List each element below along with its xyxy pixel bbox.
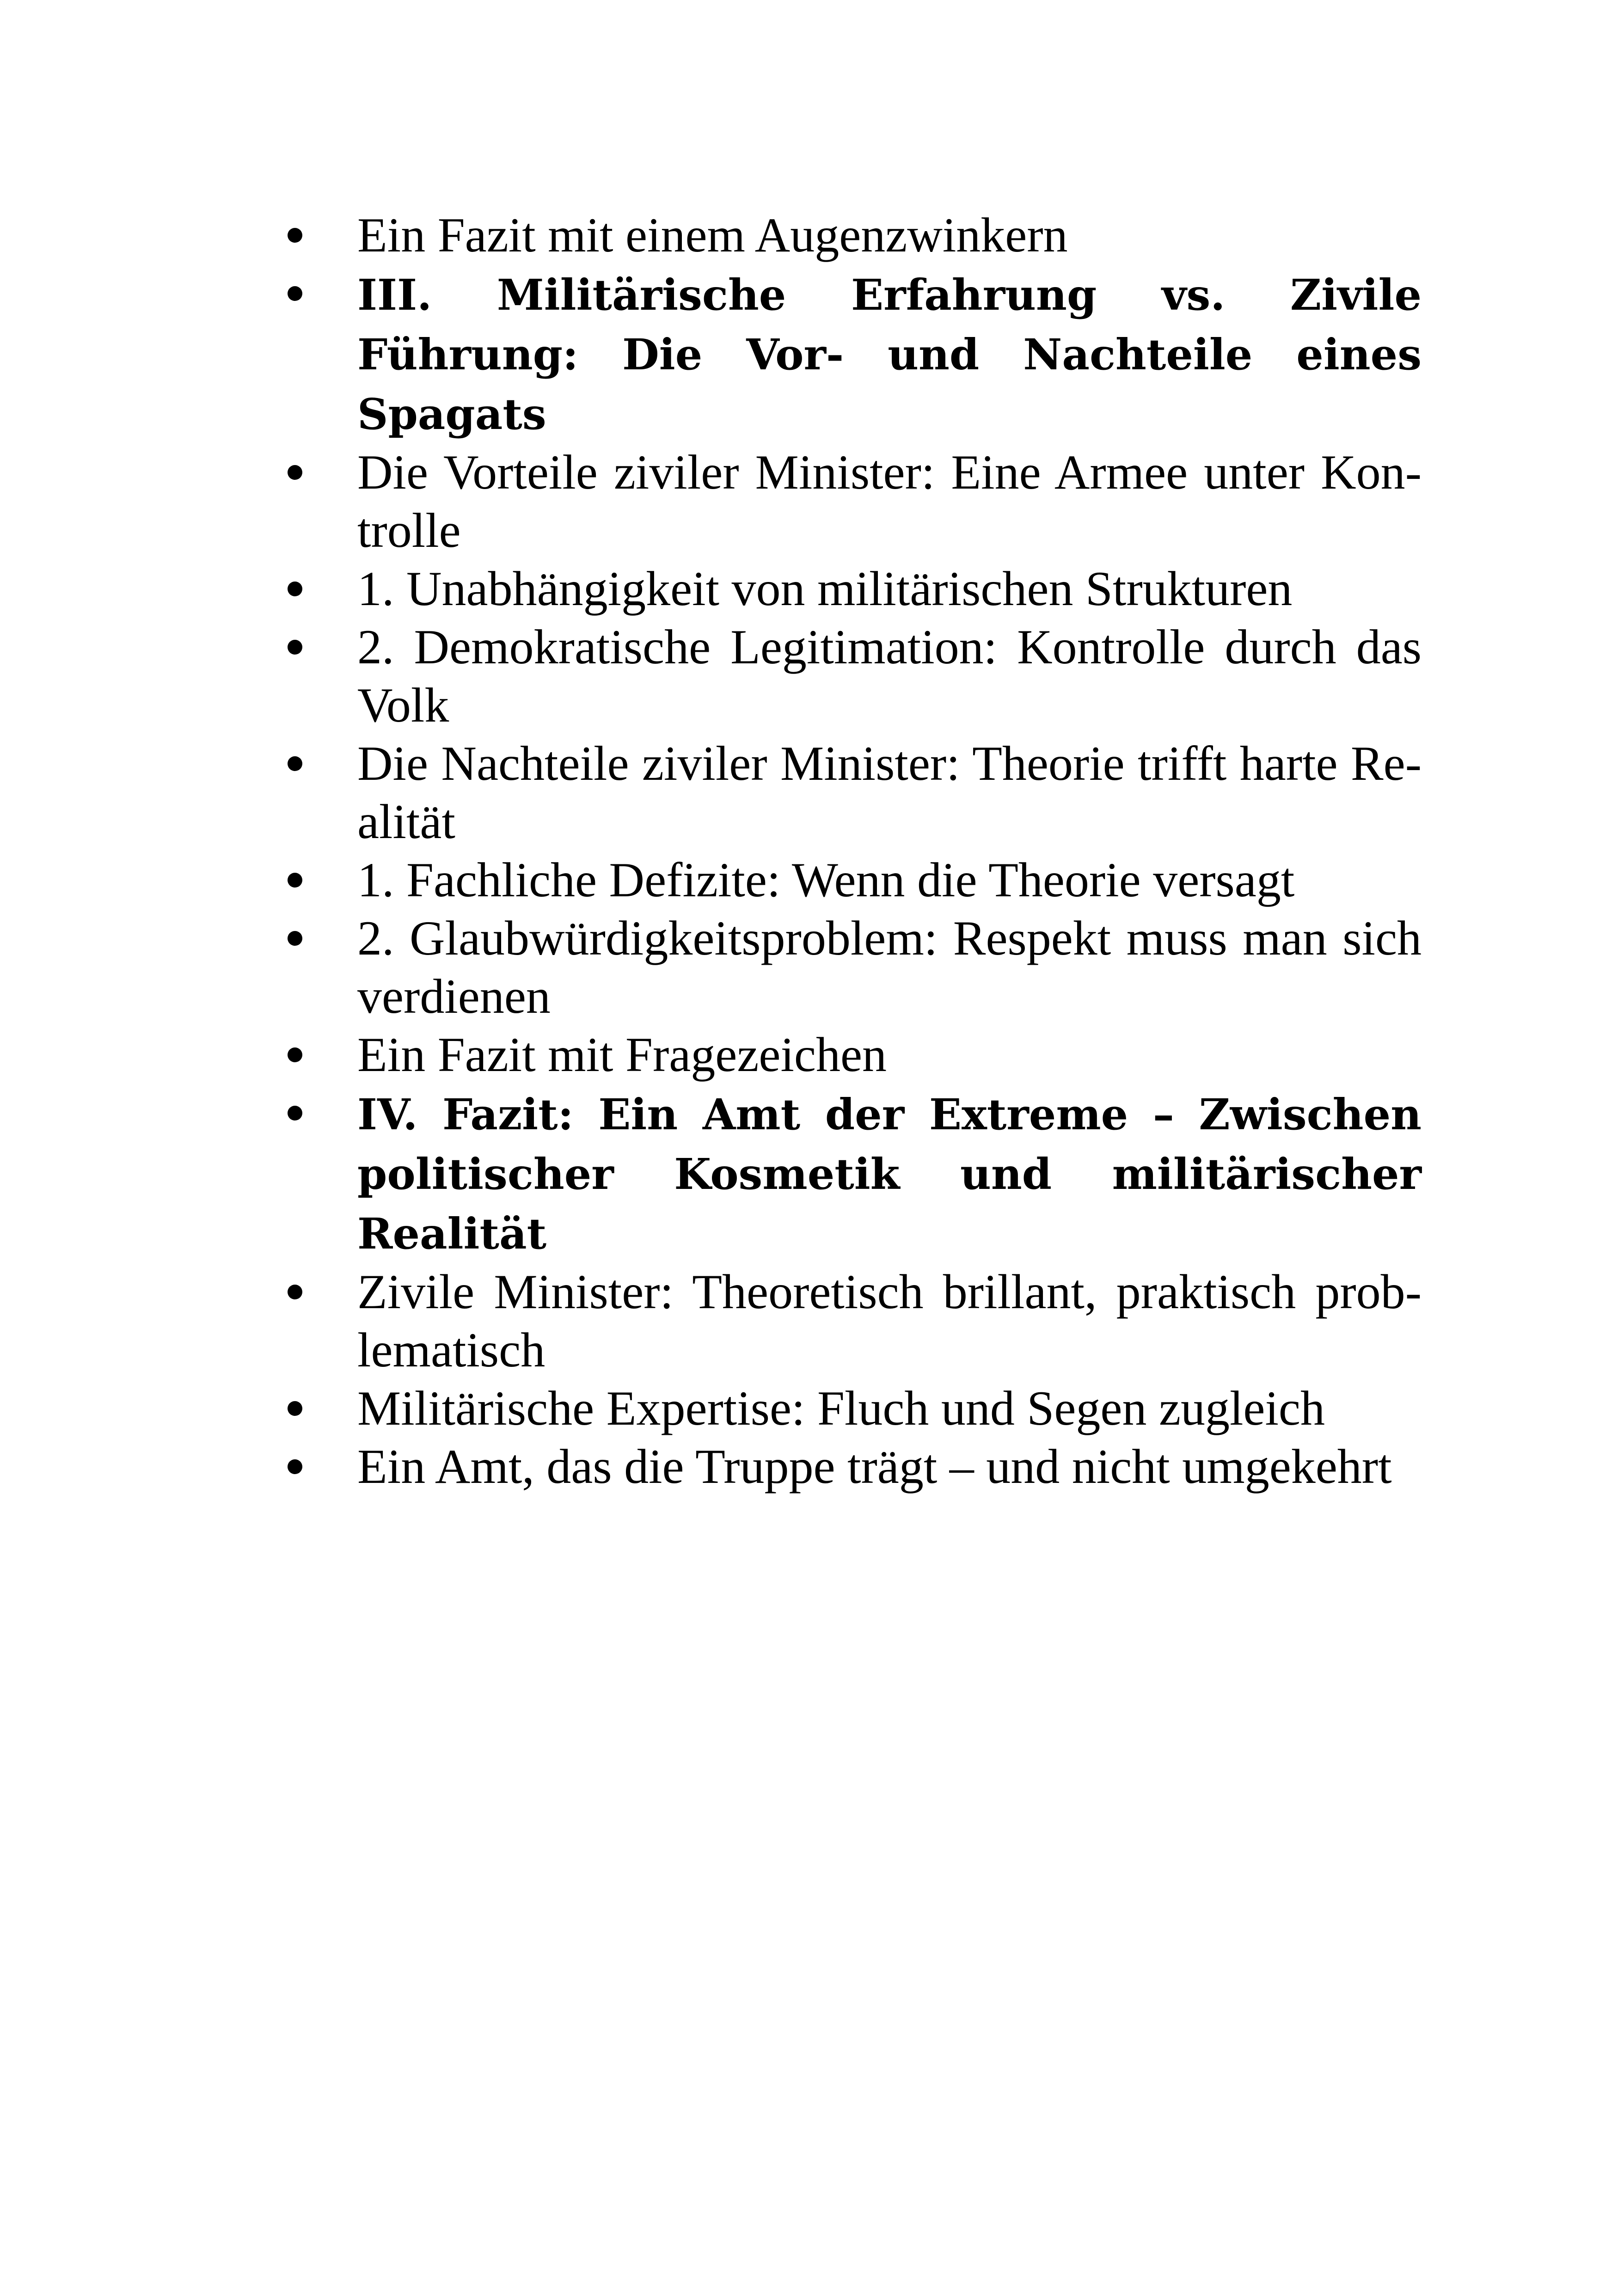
list-item (277, 1026, 1422, 1084)
list-item-text: 2. Demokratische Legitimation: Kontrolle durch das Volk (357, 620, 1422, 732)
list-item (277, 1438, 1422, 1496)
list-item (277, 206, 1422, 264)
list-item-text: III. Militärische Erfahrung vs. Zivile Führung: Die Vor- und Nachteile eines Spagats (357, 270, 1422, 439)
list-item (277, 1263, 1422, 1379)
bullet-icon (288, 931, 302, 946)
list-item-text: IV. Fazit: Ein Amt der Extreme – Zwischen politischer Kosmetik und militärischer Realität (357, 1090, 1422, 1259)
bullet-icon (288, 228, 302, 243)
list-item (277, 1379, 1422, 1438)
list-item-text: Militärische Expertise: Fluch und Segen zugleich (357, 1381, 1325, 1435)
bullet-icon (288, 1401, 302, 1416)
list-item-text: Ein Amt, das die Truppe trägt – und nicht umgekehrt (357, 1439, 1392, 1494)
list-item-text: 1. Fachliche Defizite: Wenn die Theorie versagt (357, 853, 1295, 907)
list-item (277, 735, 1422, 851)
bullet-icon (288, 1285, 302, 1299)
bullet-icon (288, 465, 302, 480)
bullet-icon (288, 640, 302, 655)
list-item-text: Ein Fazit mit einem Augenzwinkern (357, 208, 1068, 262)
bullet-icon (288, 286, 302, 301)
list-item-text: 2. Glaubwürdigkeitsproblem: Respekt muss man sich verdienen (357, 911, 1422, 1023)
list-item-heading (277, 1084, 1422, 1263)
list-item (277, 618, 1422, 735)
list-item-text: Zivile Minister: Theoretisch brillant, praktisch problematisch (357, 1265, 1422, 1377)
bullet-icon (288, 1459, 302, 1474)
bullet-list (277, 206, 1422, 1496)
list-item (277, 560, 1422, 618)
list-item-text: Die Nachteile ziviler Minister: Theorie trifft harte Realität (357, 736, 1422, 849)
list-item-text: Ein Fazit mit Fragezeichen (357, 1028, 887, 1082)
bullet-icon (288, 873, 302, 888)
list-item-heading (277, 264, 1422, 443)
bullet-icon (288, 1106, 302, 1120)
list-item-text: 1. Unabhängigkeit von militärischen Strukturen (357, 562, 1293, 616)
list-item (277, 443, 1422, 560)
list-item-text: Die Vorteile ziviler Minister: Eine Armee unter Kontrolle (357, 445, 1422, 557)
bullet-icon (288, 756, 302, 771)
bullet-icon (288, 1047, 302, 1062)
list-item (277, 909, 1422, 1026)
bullet-icon (288, 582, 302, 596)
list-item (277, 851, 1422, 909)
